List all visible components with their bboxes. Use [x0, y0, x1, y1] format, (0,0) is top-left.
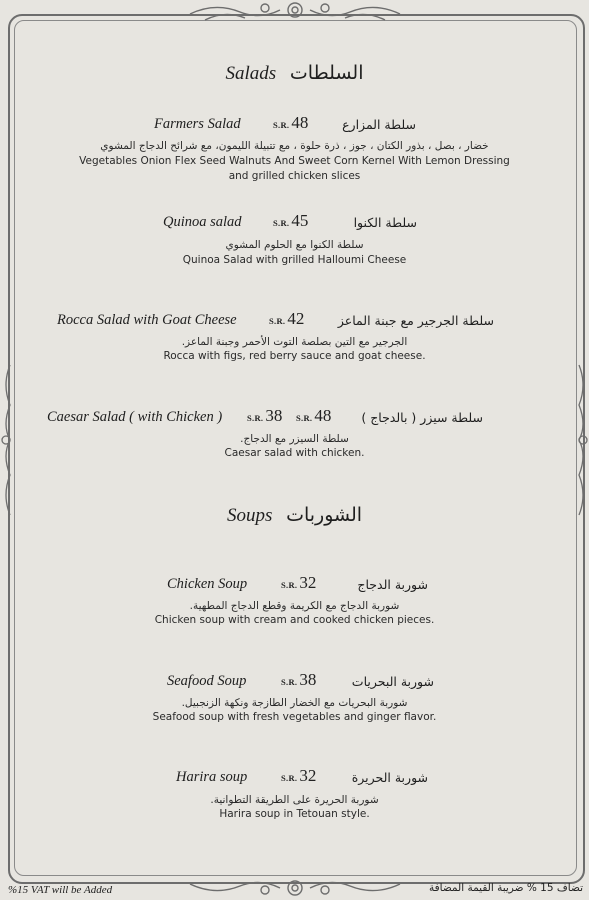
item-name-en: Caesar Salad ( with Chicken ): [47, 409, 223, 425]
price-value: 32: [299, 766, 317, 785]
item-desc-en: Caesar salad with chicken.: [224, 447, 365, 459]
item-price: [273, 211, 308, 231]
salads-title-en: Salads: [225, 63, 277, 84]
item-name-ar: شوربة الدجاج: [357, 577, 428, 592]
price-value: 42: [287, 309, 305, 328]
item-desc-ar: شوربة الدجاج مع الكريمة وقطع الدجاج المطهية.: [189, 600, 400, 612]
item-name-en: Harira soup: [176, 769, 248, 785]
currency-label: S.R.: [273, 120, 290, 130]
item-desc-en: Quinoa Salad with grilled Halloumi Cheese: [182, 254, 407, 266]
item-name-en: Chicken Soup: [167, 576, 248, 592]
currency-label: S.R.: [247, 413, 264, 423]
item-name-ar: شوربة الحريرة: [351, 770, 428, 785]
item-name-en: Rocca Salad with Goat Cheese: [57, 312, 237, 328]
item-desc-ar: خضار ، بصل ، بذور الكتان ، جوز ، ذرة حلوة ، مع تتبيلة الليمون، مع شرائح الدجاج المشوي: [100, 140, 489, 152]
bottom-ornament-icon: [185, 872, 405, 900]
section-title-salads: [0, 62, 589, 85]
item-price-2: [296, 406, 331, 426]
soups-title-ar: الشوربات: [286, 504, 363, 526]
item-price: [269, 309, 304, 329]
item-name-ar: سلطة الجرجير مع جبنة الماعز: [337, 313, 494, 328]
item-name-en: Seafood Soup: [167, 673, 247, 689]
item-desc-ar: شوربة البحريات مع الخضار الطازجة ونكهة الزنجبيل.: [181, 697, 408, 709]
vat-note-ar: تضاف 15 % ضريبة القيمة المضافة: [428, 882, 583, 894]
item-desc-en: Harira soup in Tetouan style.: [219, 808, 370, 820]
item-price: [281, 766, 316, 786]
item-desc-en-2: and grilled chicken slices: [228, 170, 361, 182]
salads-title-ar: السلطات: [289, 62, 364, 84]
currency-label: S.R.: [281, 677, 298, 687]
item-desc-en: Chicken soup with cream and cooked chicken pieces.: [154, 614, 435, 626]
price-value: 45: [291, 211, 309, 230]
price-value: 48: [314, 406, 332, 425]
price-value: 32: [299, 573, 317, 592]
item-name-en: Quinoa salad: [163, 214, 242, 230]
item-desc-ar: سلطة السيزر مع الدجاج.: [240, 433, 349, 445]
item-desc-en: Seafood soup with fresh vegetables and ginger flavor.: [152, 711, 437, 723]
currency-label: S.R.: [281, 773, 298, 783]
item-price: [273, 113, 308, 133]
soups-title-en: Soups: [226, 505, 273, 526]
item-desc-ar: شوربة الحريرة على الطريقة التطوانية.: [210, 794, 379, 806]
section-title-soups: [0, 504, 589, 527]
item-name-ar: سلطة الكنوا: [353, 215, 417, 230]
currency-label: S.R.: [281, 580, 298, 590]
item-desc-ar: الجرجير مع التين بصلصة التوت الأحمر وجبنة الماعز.: [181, 336, 408, 348]
vat-note-en: %15 VAT will be Added: [8, 884, 113, 896]
item-price: [281, 670, 316, 690]
currency-label: S.R.: [269, 316, 286, 326]
item-name-ar: سلطة المزارع: [342, 117, 416, 132]
item-price-1: [247, 406, 282, 426]
item-desc-ar: سلطة الكنوا مع الحلوم المشوي: [225, 239, 364, 251]
item-name-ar: شوربة البحريات: [351, 674, 434, 689]
item-desc-en: Rocca with figs, red berry sauce and goat cheese.: [163, 350, 426, 362]
item-name-ar: سلطة سيزر ( بالدجاج ): [361, 410, 483, 425]
item-desc-en: Vegetables Onion Flex Seed Walnuts And Sweet Corn Kernel With Lemon Dressing: [79, 155, 510, 167]
item-name-en: Farmers Salad: [154, 116, 241, 132]
currency-label: S.R.: [296, 413, 313, 423]
top-ornament-icon: [185, 0, 405, 26]
price-value: 38: [265, 406, 283, 425]
item-price: [281, 573, 316, 593]
price-value: 38: [299, 670, 317, 689]
price-value: 48: [291, 113, 309, 132]
currency-label: S.R.: [273, 218, 290, 228]
